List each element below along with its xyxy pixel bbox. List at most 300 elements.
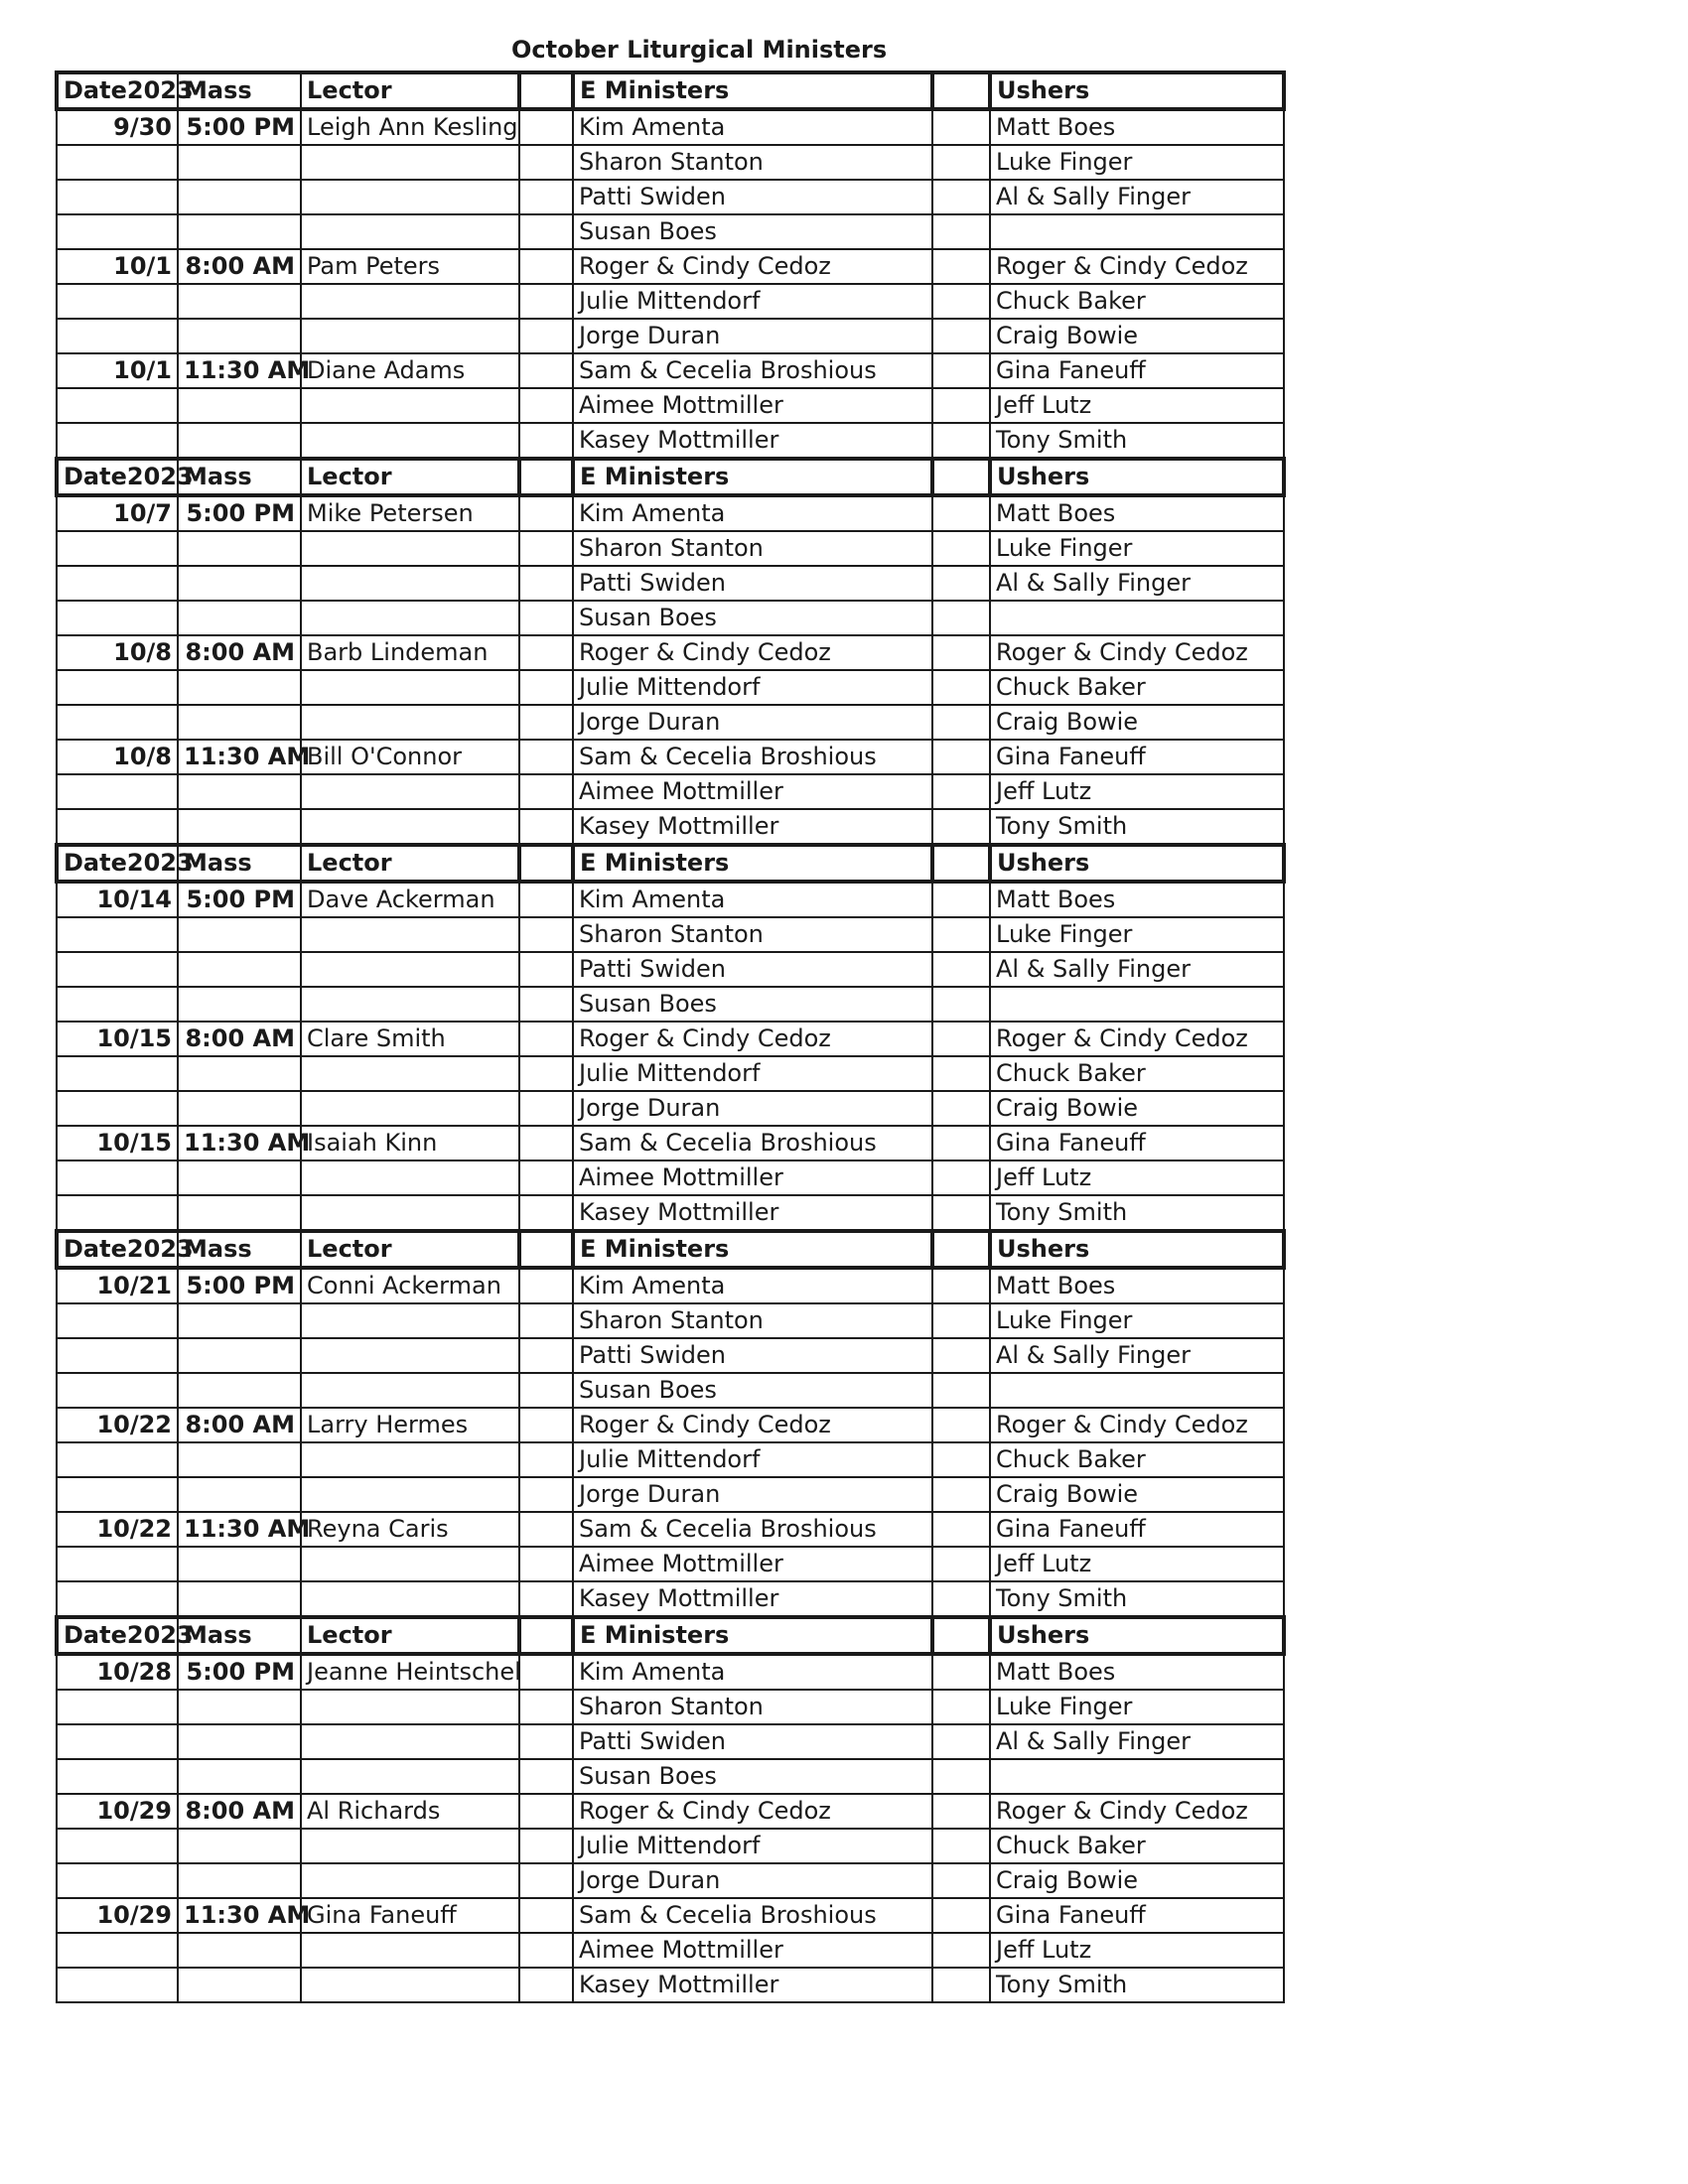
e-minister-cell: Kasey Mottmiller xyxy=(573,1968,932,2002)
spacer-cell xyxy=(932,1408,990,1442)
date-cell: 10/14 xyxy=(57,882,178,917)
spacer-cell xyxy=(519,1373,573,1408)
spacer-cell xyxy=(519,1759,573,1794)
date-cell: 10/29 xyxy=(57,1794,178,1829)
e-minister-cell: Roger & Cindy Cedoz xyxy=(573,1408,932,1442)
mass-time-cell: 8:00 AM xyxy=(178,249,301,284)
column-header-mass: Mass xyxy=(178,1231,301,1268)
mass-time-cell: 8:00 AM xyxy=(178,1408,301,1442)
spacer-cell xyxy=(932,1091,990,1126)
e-minister-cell: Patti Swiden xyxy=(573,1338,932,1373)
e-minister-cell: Patti Swiden xyxy=(573,952,932,987)
spacer-cell xyxy=(932,1512,990,1547)
mass-time-cell xyxy=(178,670,301,705)
e-minister-cell: Sam & Cecelia Broshious xyxy=(573,1126,932,1160)
table-row xyxy=(57,109,1284,145)
spacer-cell xyxy=(519,1724,573,1759)
table-row xyxy=(57,214,1284,249)
usher-cell: Chuck Baker xyxy=(990,284,1284,319)
spacer-cell xyxy=(932,1968,990,2002)
mass-time-cell xyxy=(178,531,301,566)
date-cell: 10/15 xyxy=(57,1022,178,1056)
column-header-lector: Lector xyxy=(301,845,519,882)
spacer-cell xyxy=(932,1195,990,1231)
spacer-cell xyxy=(932,1829,990,1863)
lector-cell: Bill O'Connor xyxy=(301,740,519,774)
mass-time-cell xyxy=(178,423,301,459)
spacer-cell xyxy=(932,1022,990,1056)
usher-cell: Matt Boes xyxy=(990,882,1284,917)
spacer-cell xyxy=(519,319,573,353)
lector-cell xyxy=(301,180,519,214)
mass-time-cell xyxy=(178,1303,301,1338)
table-row xyxy=(57,495,1284,531)
spacer-cell xyxy=(932,1898,990,1933)
spacer-cell xyxy=(519,145,573,180)
e-minister-cell: Susan Boes xyxy=(573,1373,932,1408)
lector-cell xyxy=(301,566,519,601)
spacer-cell xyxy=(519,1160,573,1195)
table-row xyxy=(57,952,1284,987)
spacer-cell xyxy=(932,1126,990,1160)
mass-time-cell: 8:00 AM xyxy=(178,635,301,670)
table-row xyxy=(57,705,1284,740)
mass-time-cell: 5:00 PM xyxy=(178,882,301,917)
spacer-cell xyxy=(932,423,990,459)
mass-time-cell xyxy=(178,1724,301,1759)
e-minister-cell: Susan Boes xyxy=(573,987,932,1022)
date-cell xyxy=(57,180,178,214)
date-cell xyxy=(57,1056,178,1091)
e-minister-cell: Kasey Mottmiller xyxy=(573,809,932,845)
table-row xyxy=(57,1829,1284,1863)
spacer-cell xyxy=(519,109,573,145)
lector-cell: Leigh Ann Kesling xyxy=(301,109,519,145)
spacer-cell xyxy=(519,249,573,284)
table-row xyxy=(57,670,1284,705)
e-minister-cell: Julie Mittendorf xyxy=(573,1829,932,1863)
usher-cell: Jeff Lutz xyxy=(990,774,1284,809)
spacer-cell xyxy=(519,284,573,319)
usher-cell: Matt Boes xyxy=(990,1268,1284,1303)
lector-cell xyxy=(301,670,519,705)
spacer-cell xyxy=(932,1477,990,1512)
usher-cell xyxy=(990,987,1284,1022)
date-cell xyxy=(57,1968,178,2002)
column-header-date: Date2023 xyxy=(57,72,178,109)
date-cell xyxy=(57,1724,178,1759)
lector-cell xyxy=(301,917,519,952)
mass-time-cell xyxy=(178,1160,301,1195)
date-cell: 10/29 xyxy=(57,1898,178,1933)
usher-cell: Tony Smith xyxy=(990,423,1284,459)
spacer-cell xyxy=(519,1442,573,1477)
mass-time-cell xyxy=(178,774,301,809)
spacer-cell xyxy=(932,109,990,145)
date-cell: 10/1 xyxy=(57,249,178,284)
date-cell xyxy=(57,917,178,952)
spacer-cell xyxy=(932,145,990,180)
table-row xyxy=(57,1759,1284,1794)
spacer-cell xyxy=(932,319,990,353)
usher-cell: Al & Sally Finger xyxy=(990,1338,1284,1373)
lector-cell xyxy=(301,809,519,845)
date-cell xyxy=(57,145,178,180)
mass-time-cell xyxy=(178,1547,301,1581)
table-row xyxy=(57,1690,1284,1724)
spacer-cell xyxy=(519,635,573,670)
usher-cell: Gina Faneuff xyxy=(990,740,1284,774)
usher-cell: Al & Sally Finger xyxy=(990,1724,1284,1759)
e-minister-cell: Kasey Mottmiller xyxy=(573,1195,932,1231)
spacer-cell xyxy=(519,1408,573,1442)
spacer-cell xyxy=(932,214,990,249)
date-cell: 10/21 xyxy=(57,1268,178,1303)
date-cell xyxy=(57,987,178,1022)
spacer-cell xyxy=(932,1442,990,1477)
spacer-cell xyxy=(519,353,573,388)
lector-cell: Al Richards xyxy=(301,1794,519,1829)
spacer-cell xyxy=(932,1373,990,1408)
table-row xyxy=(57,987,1284,1022)
mass-time-cell xyxy=(178,1373,301,1408)
mass-time-cell: 5:00 PM xyxy=(178,495,301,531)
lector-cell xyxy=(301,1338,519,1373)
e-minister-cell: Kasey Mottmiller xyxy=(573,423,932,459)
mass-time-cell: 5:00 PM xyxy=(178,109,301,145)
spacer-cell xyxy=(519,1126,573,1160)
spacer-cell xyxy=(932,1581,990,1617)
spacer-cell xyxy=(932,1231,990,1268)
e-minister-cell: Patti Swiden xyxy=(573,180,932,214)
date-cell: 10/28 xyxy=(57,1654,178,1690)
spacer-cell xyxy=(519,1195,573,1231)
spacer-cell xyxy=(932,845,990,882)
column-header-row xyxy=(57,1231,1284,1268)
usher-cell: Chuck Baker xyxy=(990,1056,1284,1091)
table-row xyxy=(57,1933,1284,1968)
lector-cell: Dave Ackerman xyxy=(301,882,519,917)
spacer-cell xyxy=(519,1022,573,1056)
spacer-cell xyxy=(932,809,990,845)
e-minister-cell: Jorge Duran xyxy=(573,1477,932,1512)
spacer-cell xyxy=(519,670,573,705)
spacer-cell xyxy=(932,601,990,635)
usher-cell: Craig Bowie xyxy=(990,1091,1284,1126)
mass-time-cell: 11:30 AM xyxy=(178,1898,301,1933)
lector-cell xyxy=(301,1759,519,1794)
table-row xyxy=(57,531,1284,566)
usher-cell: Gina Faneuff xyxy=(990,353,1284,388)
mass-time-cell xyxy=(178,1759,301,1794)
spacer-cell xyxy=(519,1091,573,1126)
spacer-cell xyxy=(932,882,990,917)
table-row xyxy=(57,566,1284,601)
spacer-cell xyxy=(519,1338,573,1373)
mass-time-cell xyxy=(178,1968,301,2002)
mass-time-cell xyxy=(178,705,301,740)
e-minister-cell: Kim Amenta xyxy=(573,495,932,531)
spacer-cell xyxy=(519,1690,573,1724)
date-cell xyxy=(57,1442,178,1477)
spacer-cell xyxy=(932,495,990,531)
e-minister-cell: Susan Boes xyxy=(573,1759,932,1794)
table-row xyxy=(57,1547,1284,1581)
e-minister-cell: Julie Mittendorf xyxy=(573,670,932,705)
usher-cell: Roger & Cindy Cedoz xyxy=(990,1022,1284,1056)
date-cell xyxy=(57,319,178,353)
usher-cell: Roger & Cindy Cedoz xyxy=(990,1408,1284,1442)
column-header-e-ministers: E Ministers xyxy=(573,72,932,109)
column-header-mass: Mass xyxy=(178,845,301,882)
column-header-e-ministers: E Ministers xyxy=(573,1231,932,1268)
usher-cell xyxy=(990,1759,1284,1794)
table-row xyxy=(57,423,1284,459)
mass-time-cell: 5:00 PM xyxy=(178,1268,301,1303)
table-row xyxy=(57,1195,1284,1231)
e-minister-cell: Sam & Cecelia Broshious xyxy=(573,1512,932,1547)
spacer-cell xyxy=(932,249,990,284)
e-minister-cell: Aimee Mottmiller xyxy=(573,774,932,809)
usher-cell: Chuck Baker xyxy=(990,1442,1284,1477)
date-cell: 10/8 xyxy=(57,740,178,774)
lector-cell xyxy=(301,1442,519,1477)
column-header-date: Date2023 xyxy=(57,1231,178,1268)
table-row xyxy=(57,249,1284,284)
spacer-cell xyxy=(519,987,573,1022)
date-cell xyxy=(57,1690,178,1724)
e-minister-cell: Aimee Mottmiller xyxy=(573,1933,932,1968)
column-header-lector: Lector xyxy=(301,72,519,109)
table-row xyxy=(57,180,1284,214)
date-cell xyxy=(57,284,178,319)
table-row xyxy=(57,1442,1284,1477)
table-row xyxy=(57,353,1284,388)
table-row xyxy=(57,601,1284,635)
lector-cell xyxy=(301,1477,519,1512)
date-cell xyxy=(57,952,178,987)
usher-cell: Luke Finger xyxy=(990,1690,1284,1724)
spacer-cell xyxy=(519,1477,573,1512)
spacer-cell xyxy=(932,1759,990,1794)
e-minister-cell: Sharon Stanton xyxy=(573,145,932,180)
mass-time-cell xyxy=(178,1442,301,1477)
spacer-cell xyxy=(519,1933,573,1968)
lector-cell xyxy=(301,774,519,809)
column-header-date: Date2023 xyxy=(57,1617,178,1654)
spacer-cell xyxy=(519,845,573,882)
spacer-cell xyxy=(932,1268,990,1303)
spacer-cell xyxy=(932,1933,990,1968)
date-cell xyxy=(57,1547,178,1581)
table-row xyxy=(57,1724,1284,1759)
ministers-schedule-table xyxy=(55,70,1286,2003)
spacer-cell xyxy=(519,917,573,952)
lector-cell xyxy=(301,319,519,353)
date-cell xyxy=(57,1759,178,1794)
spacer-cell xyxy=(932,740,990,774)
column-header-lector: Lector xyxy=(301,1617,519,1654)
usher-cell: Roger & Cindy Cedoz xyxy=(990,1794,1284,1829)
spacer-cell xyxy=(519,423,573,459)
column-header-row xyxy=(57,1617,1284,1654)
spacer-cell xyxy=(519,1898,573,1933)
e-minister-cell: Susan Boes xyxy=(573,214,932,249)
e-minister-cell: Sam & Cecelia Broshious xyxy=(573,353,932,388)
lector-cell: Larry Hermes xyxy=(301,1408,519,1442)
usher-cell: Craig Bowie xyxy=(990,705,1284,740)
mass-time-cell: 8:00 AM xyxy=(178,1794,301,1829)
column-header-row xyxy=(57,72,1284,109)
date-cell xyxy=(57,214,178,249)
date-cell xyxy=(57,1829,178,1863)
lector-cell xyxy=(301,1863,519,1898)
table-row xyxy=(57,1794,1284,1829)
table-row xyxy=(57,319,1284,353)
date-cell xyxy=(57,601,178,635)
usher-cell: Luke Finger xyxy=(990,531,1284,566)
usher-cell: Luke Finger xyxy=(990,145,1284,180)
column-header-row xyxy=(57,845,1284,882)
e-minister-cell: Jorge Duran xyxy=(573,319,932,353)
column-header-mass: Mass xyxy=(178,72,301,109)
mass-time-cell: 11:30 AM xyxy=(178,1126,301,1160)
table-row xyxy=(57,1512,1284,1547)
spacer-cell xyxy=(932,774,990,809)
e-minister-cell: Susan Boes xyxy=(573,601,932,635)
e-minister-cell: Sharon Stanton xyxy=(573,1690,932,1724)
column-header-ushers: Ushers xyxy=(990,459,1284,495)
e-minister-cell: Sam & Cecelia Broshious xyxy=(573,740,932,774)
usher-cell: Chuck Baker xyxy=(990,1829,1284,1863)
spacer-cell xyxy=(519,1968,573,2002)
spacer-cell xyxy=(932,635,990,670)
column-header-e-ministers: E Ministers xyxy=(573,845,932,882)
table-row xyxy=(57,740,1284,774)
table-row xyxy=(57,1056,1284,1091)
mass-time-cell xyxy=(178,1863,301,1898)
column-header-mass: Mass xyxy=(178,1617,301,1654)
lector-cell xyxy=(301,1195,519,1231)
mass-time-cell xyxy=(178,601,301,635)
table-row xyxy=(57,388,1284,423)
table-row xyxy=(57,1408,1284,1442)
spacer-cell xyxy=(519,882,573,917)
column-header-date: Date2023 xyxy=(57,459,178,495)
e-minister-cell: Aimee Mottmiller xyxy=(573,1160,932,1195)
mass-time-cell xyxy=(178,1829,301,1863)
mass-time-cell xyxy=(178,566,301,601)
usher-cell: Tony Smith xyxy=(990,1195,1284,1231)
usher-cell: Jeff Lutz xyxy=(990,1933,1284,1968)
date-cell xyxy=(57,1581,178,1617)
lector-cell xyxy=(301,1968,519,2002)
lector-cell: Barb Lindeman xyxy=(301,635,519,670)
lector-cell xyxy=(301,1933,519,1968)
spacer-cell xyxy=(519,601,573,635)
spacer-cell xyxy=(932,180,990,214)
lector-cell xyxy=(301,284,519,319)
spacer-cell xyxy=(932,72,990,109)
e-minister-cell: Julie Mittendorf xyxy=(573,1442,932,1477)
e-minister-cell: Roger & Cindy Cedoz xyxy=(573,1022,932,1056)
e-minister-cell: Kim Amenta xyxy=(573,109,932,145)
page-title: October Liturgical Ministers xyxy=(511,36,888,64)
spacer-cell xyxy=(519,388,573,423)
table-row xyxy=(57,1022,1284,1056)
usher-cell: Tony Smith xyxy=(990,1968,1284,2002)
spacer-cell xyxy=(519,1794,573,1829)
date-cell xyxy=(57,1160,178,1195)
spacer-cell xyxy=(519,1547,573,1581)
lector-cell xyxy=(301,1056,519,1091)
mass-time-cell xyxy=(178,1581,301,1617)
spacer-cell xyxy=(932,459,990,495)
column-header-lector: Lector xyxy=(301,459,519,495)
spacer-cell xyxy=(932,952,990,987)
column-header-e-ministers: E Ministers xyxy=(573,459,932,495)
lector-cell xyxy=(301,1160,519,1195)
date-cell xyxy=(57,531,178,566)
usher-cell: Roger & Cindy Cedoz xyxy=(990,635,1284,670)
spacer-cell xyxy=(519,1863,573,1898)
mass-time-cell: 8:00 AM xyxy=(178,1022,301,1056)
date-cell xyxy=(57,1373,178,1408)
e-minister-cell: Jorge Duran xyxy=(573,705,932,740)
e-minister-cell: Patti Swiden xyxy=(573,1724,932,1759)
table-row xyxy=(57,1863,1284,1898)
spacer-cell xyxy=(519,1056,573,1091)
lector-cell: Reyna Caris xyxy=(301,1512,519,1547)
spacer-cell xyxy=(519,1654,573,1690)
mass-time-cell: 11:30 AM xyxy=(178,1512,301,1547)
date-cell xyxy=(57,705,178,740)
spacer-cell xyxy=(932,705,990,740)
spacer-cell xyxy=(932,353,990,388)
date-cell: 10/15 xyxy=(57,1126,178,1160)
mass-time-cell xyxy=(178,1690,301,1724)
e-minister-cell: Aimee Mottmiller xyxy=(573,388,932,423)
usher-cell: Luke Finger xyxy=(990,1303,1284,1338)
table-row xyxy=(57,1338,1284,1373)
table-row xyxy=(57,1303,1284,1338)
spacer-cell xyxy=(519,1829,573,1863)
lector-cell: Jeanne Heintschel xyxy=(301,1654,519,1690)
spacer-cell xyxy=(932,1617,990,1654)
table-row xyxy=(57,1160,1284,1195)
e-minister-cell: Julie Mittendorf xyxy=(573,1056,932,1091)
spacer-cell xyxy=(519,1231,573,1268)
spacer-cell xyxy=(932,670,990,705)
usher-cell: Al & Sally Finger xyxy=(990,180,1284,214)
spacer-cell xyxy=(519,72,573,109)
date-cell xyxy=(57,1195,178,1231)
mass-time-cell xyxy=(178,284,301,319)
lector-cell xyxy=(301,531,519,566)
spacer-cell xyxy=(932,987,990,1022)
spacer-cell xyxy=(519,1268,573,1303)
lector-cell xyxy=(301,1091,519,1126)
table-row xyxy=(57,1268,1284,1303)
spacer-cell xyxy=(932,1690,990,1724)
spacer-cell xyxy=(519,214,573,249)
usher-cell: Al & Sally Finger xyxy=(990,952,1284,987)
column-header-ushers: Ushers xyxy=(990,845,1284,882)
e-minister-cell: Sharon Stanton xyxy=(573,1303,932,1338)
table-row xyxy=(57,917,1284,952)
usher-cell xyxy=(990,214,1284,249)
date-cell: 10/1 xyxy=(57,353,178,388)
